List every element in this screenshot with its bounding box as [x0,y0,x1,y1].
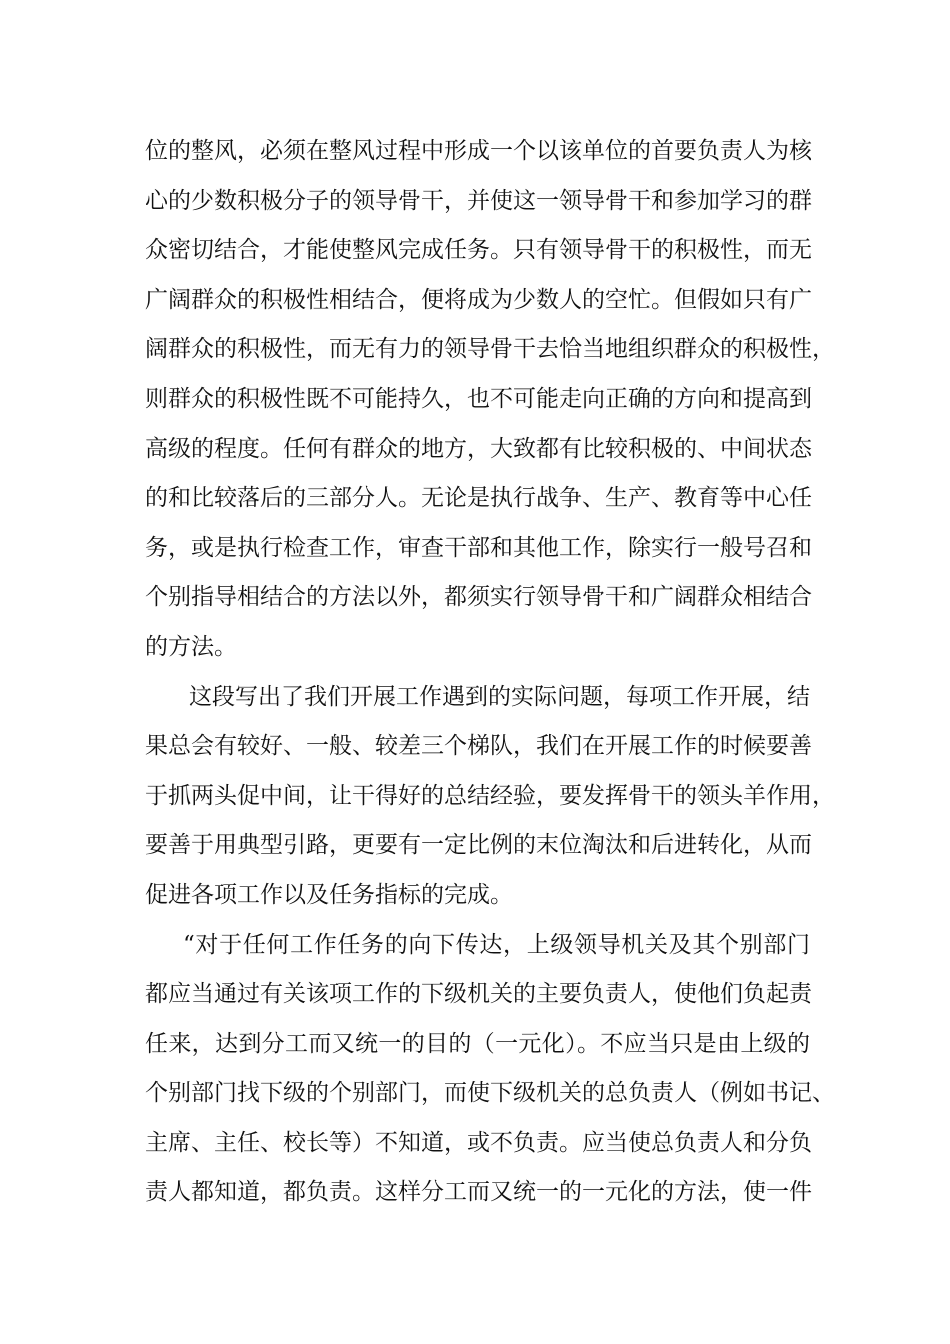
text-line: 的方法。 [145,633,237,660]
text-line: 于抓两头促中间，让干得好的总结经验，要发挥骨干的领头羊作用， [145,782,835,809]
paragraph-2 [145,673,835,921]
text-line: 位的整风，必须在整风过程中形成一个以该单位的首要负责人为核 [145,138,812,164]
paragraph-3 [145,921,835,1219]
text-line: 高级的程度。任何有群众的地方，大致都有比较积极的、中间状态 [145,435,812,462]
text-line: 都应当通过有关该项工作的下级机关的主要负责人，使他们负起责 [145,981,812,1008]
text-line: 个别指导相结合的方法以外，都须实行领导骨干和广阔群众相结合 [145,584,812,611]
text-line: 众密切结合，才能使整风完成任务。只有领导骨干的积极性，而无 [145,237,812,264]
text-line: 这段写出了我们开展工作遇到的实际问题，每项工作开展，结 [189,683,810,710]
paragraph-1 [145,127,835,673]
text-line: 心的少数积极分子的领导骨干，并使这一领导骨干和参加学习的群 [145,187,812,214]
text-line: 广阔群众的积极性相结合，便将成为少数人的空忙。但假如只有广 [145,286,812,313]
text-line: 则群众的积极性既不可能持久，也不可能走向正确的方向和提高到 [145,385,812,412]
text-line: “对于任何工作任务的向下传达，上级领导机关及其个别部门 [183,931,810,958]
text-line: 任来，达到分工而又统一的目的（一元化）。不应当只是由上级的 [145,1030,810,1057]
text-line: 主席、主任、校长等）不知道，或不负责。应当使总负责人和分负 [145,1129,812,1156]
text-line: 务，或是执行检查工作，审查干部和其他工作，除实行一般号召和 [145,534,812,561]
text-line: 果总会有较好、一般、较差三个梯队，我们在开展工作的时候要善 [145,733,812,760]
text-line: 责人都知道，都负责。这样分工而又统一的一元化的方法，使一件 [145,1179,812,1206]
text-line: 促进各项工作以及任务指标的完成。 [145,881,513,908]
text-line: 要善于用典型引路，更要有一定比例的末位淘汰和后进转化，从而 [145,832,812,859]
text-line: 阔群众的积极性，而无有力的领导骨干去恰当地组织群众的积极性， [145,336,835,363]
text-line: 个别部门找下级的个别部门，而使下级机关的总负责人（例如书记、 [145,1080,835,1107]
text-line: 的和比较落后的三部分人。无论是执行战争、生产、教育等中心任 [145,485,812,512]
document-body [145,127,835,1218]
